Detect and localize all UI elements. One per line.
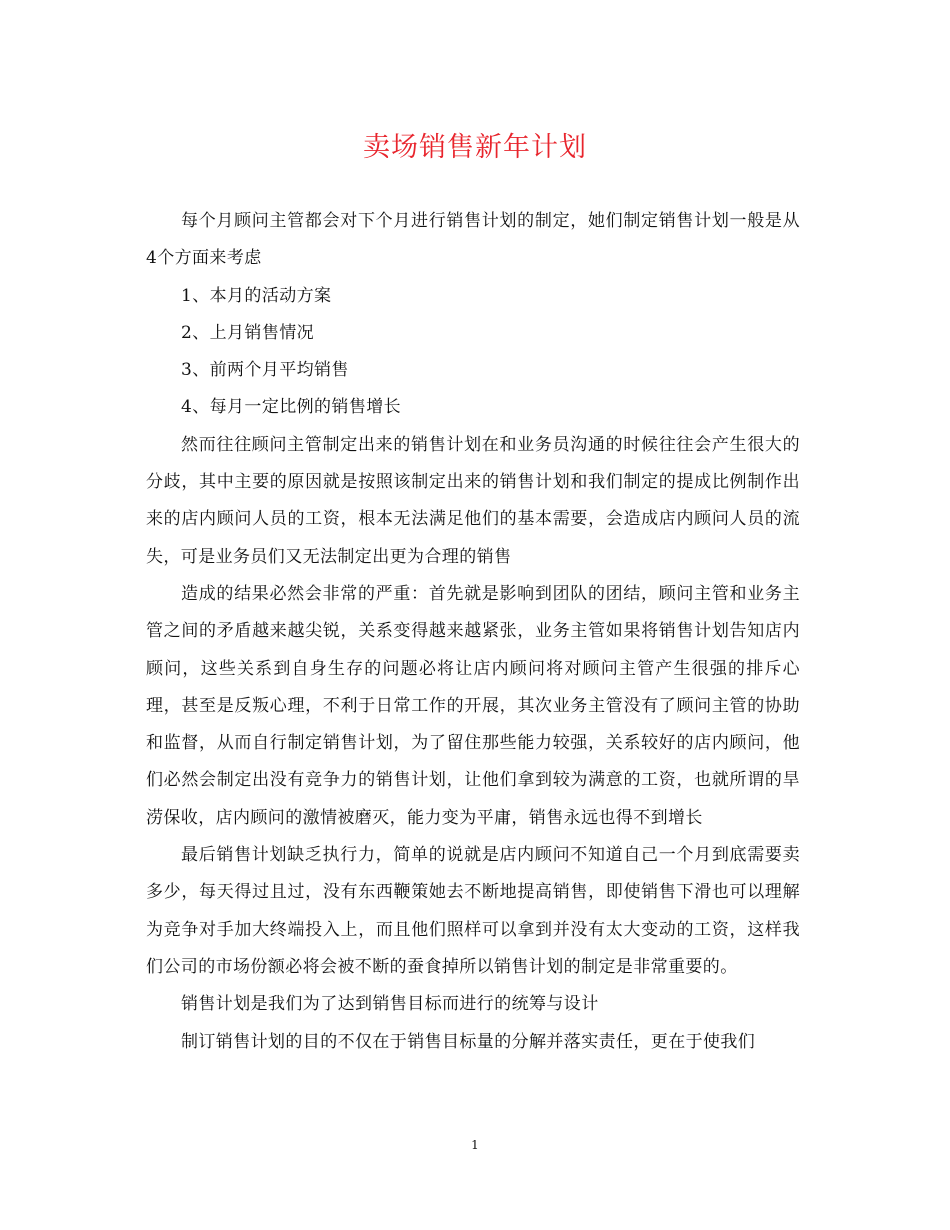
paragraph-execution: 最后销售计划缺乏执行力，简单的说就是店内顾问不知道自己一个月到底需要卖多少，每天得过且过，没有东西鞭策她去不断地提高销售，即使销售下滑也可以理解为竞争对手加大终端投入上，而且他们照样可以拿到并没有太大变动的工资，这样我们公司的市场份额必将会被不断的蚕食掉所以销售计划的制定是非常重要的。 xyxy=(146,845,800,977)
document-body xyxy=(146,203,800,1061)
paragraph-disagreement: 然而往往顾问主管制定出来的销售计划在和业务员沟通的时候往往会产生很大的分歧，其中主要的原因就是按照该制定出来的销售计划和我们制定的提成比例制作出来的店内顾问人员的工资，根本无法满足他们的基本需要，会造成店内顾问人员的流失，可是业务员们又无法制定出更为合理的销售 xyxy=(146,434,800,567)
paragraph-intro: 每个月顾问主管都会对下个月进行销售计划的制定，她们制定销售计划一般是从4个方面来考虑 xyxy=(146,211,800,269)
page-number: 1 xyxy=(471,1138,479,1152)
paragraph-definition: 销售计划是我们为了达到销售目标而进行的统筹与设计 xyxy=(181,994,599,1015)
document-title: 卖场销售新年计划 xyxy=(363,132,587,163)
paragraph-consequences: 造成的结果必然会非常的严重：首先就是影响到团队的团结，顾问主管和业务主管之间的矛盾越来越尖锐，关系变得越来越紧张，业务主管如果将销售计划告知店内顾问，这些关系到自身生存的问题必将让店内顾问将对顾问主管产生很强的排斥心理，甚至是反叛心理，不利于日常工作的开展，其次业务主管没有了顾问主管的协助和监督，从而自行制定销售计划，为了留住那些能力较强，关系较好的店内顾问，他们必然会制定出没有竞争力的销售计划，让他们拿到较为满意的工资，也就所谓的旱涝保收，店内顾问的激情被磨灭，能力变为平庸，销售永远也得不到增长 xyxy=(146,583,800,828)
list-item-3: 3、前两个月平均销售 xyxy=(181,360,349,381)
list-item-4: 4、每月一定比例的销售增长 xyxy=(181,397,402,418)
paragraph-purpose: 制订销售计划的目的不仅在于销售目标量的分解并落实责任，更在于使我们 xyxy=(181,1031,756,1052)
list-item-1: 1、本月的活动方案 xyxy=(181,285,332,306)
list-item-2: 2、上月销售情况 xyxy=(181,322,315,343)
